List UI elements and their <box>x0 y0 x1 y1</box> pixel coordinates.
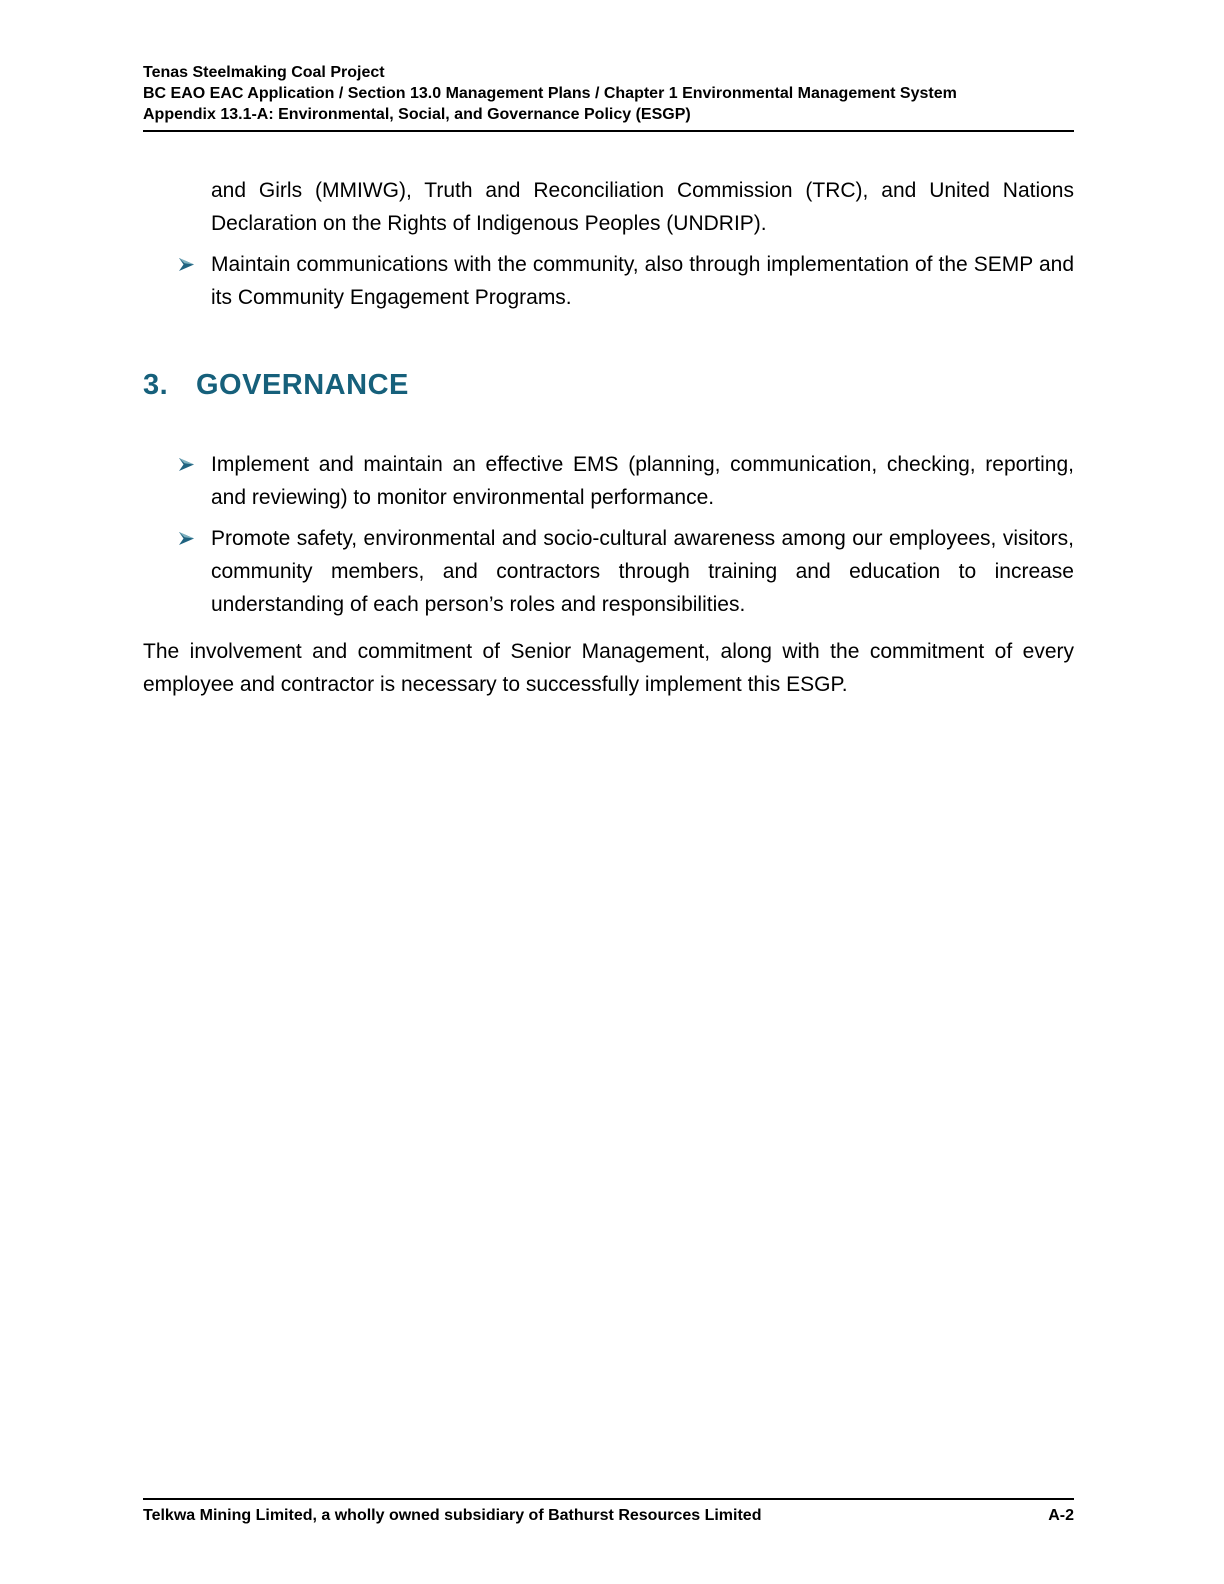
footer-page-number: A-2 <box>1048 1507 1074 1524</box>
arrowhead-right-icon <box>178 256 196 273</box>
document-body <box>143 132 1074 701</box>
section-title: GOVERNANCE <box>196 369 409 401</box>
footer-company-text: Telkwa Mining Limited, a wholly owned subsidiary of Bathurst Resources Limited <box>143 1507 762 1524</box>
list-item <box>143 448 1074 514</box>
list-item-text: Maintain communications with the community, also through implementation of the SEMP and its Community Engagement Programs. <box>211 253 1074 309</box>
closing-paragraph: The involvement and commitment of Senior Management, along with the commitment of every employee and contractor is necessary to successfully implement this ESGP. <box>143 640 1074 696</box>
list-item-text: Implement and maintain an effective EMS (planning, communication, checking, reporting, and reviewing) to monitor environmental performance. <box>211 453 1074 509</box>
section-heading <box>143 366 1074 404</box>
arrowhead-right-icon <box>178 456 196 473</box>
header-project-title: Tenas Steelmaking Coal Project <box>143 64 385 81</box>
header-appendix-title: Appendix 13.1-A: Environmental, Social, and Governance Policy (ESGP) <box>143 106 691 123</box>
list-item <box>143 522 1074 621</box>
footer-row <box>143 1505 1074 1526</box>
list-item-text: Promote safety, environmental and socio-cultural awareness among our employees, visitors, community members, and contractors through training and education to increase understanding of each person’s roles and responsibilities. <box>211 527 1074 616</box>
arrowhead-right-icon <box>178 530 196 547</box>
continuation-paragraph: and Girls (MMIWG), Truth and Reconciliation Commission (TRC), and United Nations Declaration on the Rights of Indigenous Peoples (UNDRIP). <box>211 179 1074 235</box>
section-number: 3. <box>143 369 169 401</box>
list-item <box>143 248 1074 314</box>
page-header <box>143 0 1074 132</box>
page-footer <box>143 1498 1074 1526</box>
header-application-path: BC EAO EAC Application / Section 13.0 Management Plans / Chapter 1 Environmental Management System <box>143 85 957 102</box>
